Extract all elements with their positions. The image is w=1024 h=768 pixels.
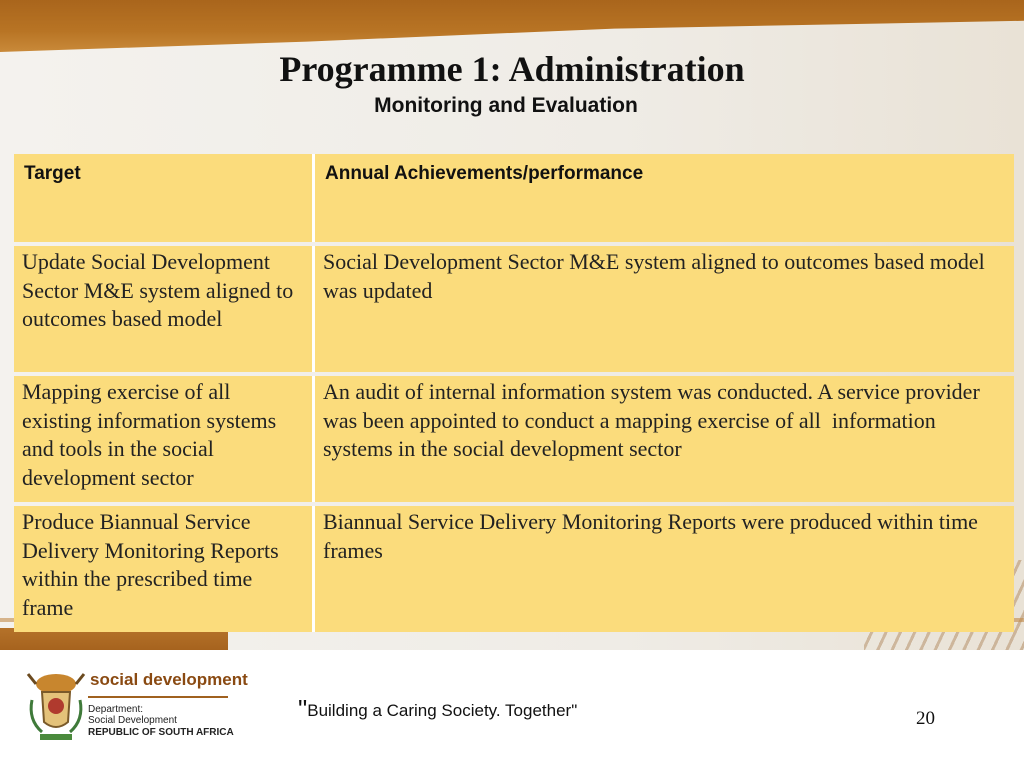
slogan <box>298 694 577 725</box>
brand-name: social development <box>90 670 248 689</box>
target-cell: Produce Biannual Service Delivery Monitoring Reports within the prescribed time frame <box>14 506 315 632</box>
slogan-open-quote: " <box>298 694 308 724</box>
brand-divider <box>88 696 228 698</box>
page-number: 20 <box>916 708 935 729</box>
target-cell: Mapping exercise of all existing information systems and tools in the social development sector <box>14 376 315 502</box>
table-header-row <box>14 154 1014 242</box>
table-row <box>14 506 1014 632</box>
header-achievements: Annual Achievements/performance <box>315 154 1014 242</box>
header-target: Target <box>14 154 315 242</box>
achievements-table <box>14 150 1014 636</box>
coat-of-arms-logo <box>24 670 88 744</box>
table-row <box>14 246 1014 372</box>
department-label: Department: <box>88 704 144 715</box>
table-row <box>14 376 1014 502</box>
slide-title: Programme 1: Administration <box>279 49 745 89</box>
achievement-cell: Social Development Sector M&E system aligned to outcomes based model was updated <box>315 246 1014 372</box>
department-name: Social Development <box>88 715 177 726</box>
slogan-text: Building a Caring Society. Together" <box>307 701 578 720</box>
slide-subtitle: Monitoring and Evaluation <box>374 94 638 117</box>
target-cell: Update Social Development Sector M&E system aligned to outcomes based model <box>14 246 315 372</box>
achievement-cell: Biannual Service Delivery Monitoring Reports were produced within time frames <box>315 506 1014 632</box>
country-name: REPUBLIC OF SOUTH AFRICA <box>88 727 234 738</box>
achievement-cell: An audit of internal information system was conducted. A service provider was been appointed to conduct a mapping exercise of all information systems in the social development sector <box>315 376 1014 502</box>
